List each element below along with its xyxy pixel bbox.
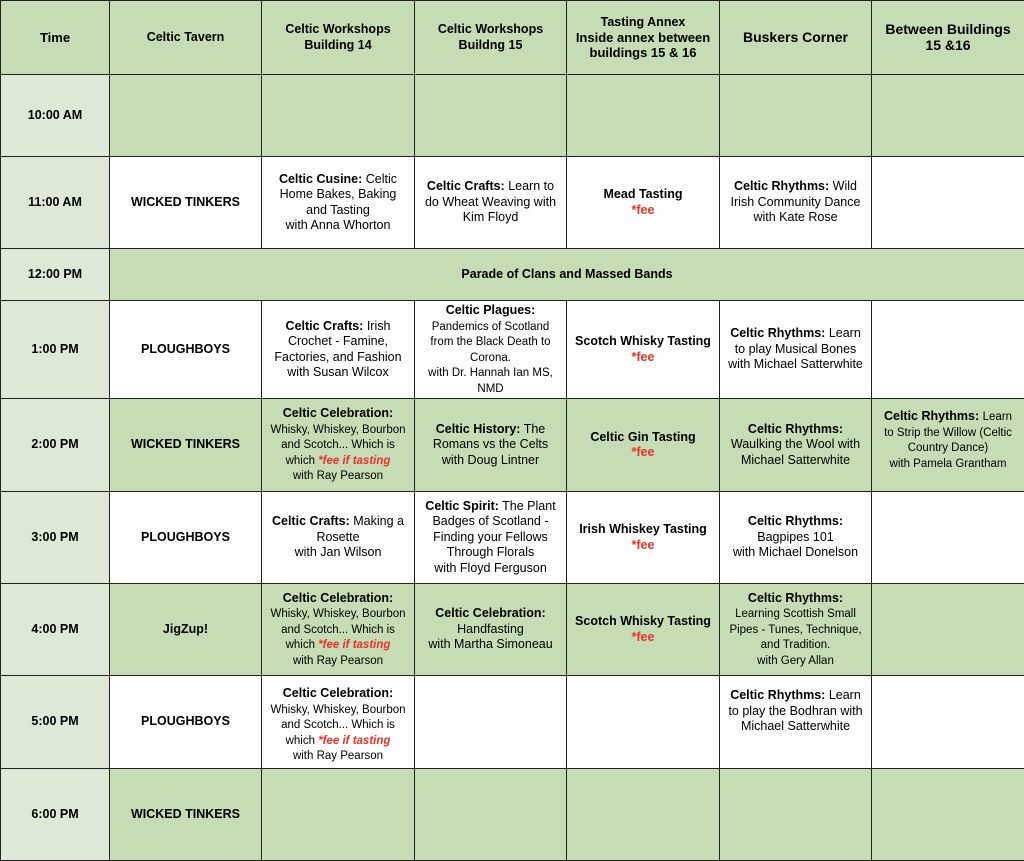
row-1pm — [1, 301, 1024, 399]
time-cell: 2:00 PM — [1, 399, 110, 492]
empty-cell — [872, 492, 1024, 584]
tavern-act: PLOUGHBOYS — [110, 676, 262, 769]
tavern-act: WICKED TINKERS — [110, 399, 262, 492]
parade-banner: Parade of Clans and Massed Bands — [110, 249, 1024, 301]
empty-cell — [262, 769, 415, 861]
workshop-b15-cell: Celtic Spirit: The Plant Badges of Scotland - Finding your Fellows Through Florals with Floyd Ferguson — [415, 492, 567, 584]
time-cell: 10:00 AM — [1, 75, 110, 157]
fee-label: *fee if tasting — [318, 735, 390, 747]
row-3pm — [1, 492, 1024, 584]
workshop-b14-cell: Celtic Crafts: Making a Rosette with Jan Wilson — [262, 492, 415, 584]
buskers-cell: Celtic Rhythms: Wild Irish Community Dance with Kate Rose — [720, 157, 872, 249]
workshop-b15-cell: Celtic History: The Romans vs the Celts with Doug Lintner — [415, 399, 567, 492]
header-row — [1, 1, 1024, 75]
tasting-cell: Irish Whiskey Tasting *fee — [567, 492, 720, 584]
tasting-cell: Scotch Whisky Tasting *fee — [567, 584, 720, 676]
row-11am — [1, 157, 1024, 249]
time-cell: 1:00 PM — [1, 301, 110, 399]
header-building-14: Celtic Workshops Building 14 — [262, 1, 415, 75]
buskers-cell: Celtic Rhythms: Waulking the Wool with Michael Satterwhite — [720, 399, 872, 492]
fee-label: *fee — [632, 538, 655, 552]
empty-cell — [567, 75, 720, 157]
time-cell: 4:00 PM — [1, 584, 110, 676]
fee-label: *fee — [632, 350, 655, 364]
time-cell: 11:00 AM — [1, 157, 110, 249]
header-tasting-annex: Tasting Annex Inside annex between buildings 15 & 16 — [567, 1, 720, 75]
empty-cell — [110, 75, 262, 157]
buskers-cell: Celtic Rhythms: Learn to play the Bodhran with Michael Satterwhite — [720, 676, 872, 769]
tasting-cell: Scotch Whisky Tasting *fee — [567, 301, 720, 399]
empty-cell — [872, 676, 1024, 769]
empty-cell — [567, 676, 720, 769]
empty-cell — [262, 75, 415, 157]
workshop-b15-cell: Celtic Celebration: Handfasting with Martha Simoneau — [415, 584, 567, 676]
tavern-act: PLOUGHBOYS — [110, 492, 262, 584]
empty-cell — [720, 769, 872, 861]
tasting-cell: Celtic Gin Tasting *fee — [567, 399, 720, 492]
empty-cell — [415, 769, 567, 861]
fee-label: *fee — [632, 203, 655, 217]
row-6pm — [1, 769, 1024, 861]
tavern-act: WICKED TINKERS — [110, 769, 262, 861]
fee-label: *fee — [632, 445, 655, 459]
fee-label: *fee — [632, 630, 655, 644]
buskers-cell: Celtic Rhythms: Learn to play Musical Bones with Michael Satterwhite — [720, 301, 872, 399]
workshop-b15-cell: Celtic Plagues: Pandemics of Scotland from the Black Death to Corona. with Dr. Hannah Ian MS, NMD — [415, 301, 567, 399]
time-cell: 12:00 PM — [1, 249, 110, 301]
between-cell: Celtic Rhythms: Learn to Strip the Willow (Celtic Country Dance) with Pamela Grantham — [872, 399, 1024, 492]
row-4pm — [1, 584, 1024, 676]
workshop-b14-cell: Celtic Cusine: Celtic Home Bakes, Baking and Tasting with Anna Whorton — [262, 157, 415, 249]
tavern-act: JigZup! — [110, 584, 262, 676]
buskers-cell: Celtic Rhythms: Bagpipes 101 with Michael Donelson — [720, 492, 872, 584]
header-celtic-tavern: Celtic Tavern — [110, 1, 262, 75]
fee-label: *fee if tasting — [318, 455, 390, 467]
workshop-b14-cell: Celtic Celebration: Whisky, Whiskey, Bourbon and Scotch... Which is which *fee if tasting with Ray Pearson — [262, 584, 415, 676]
time-cell: 3:00 PM — [1, 492, 110, 584]
row-5pm — [1, 676, 1024, 769]
tavern-act: PLOUGHBOYS — [110, 301, 262, 399]
empty-cell — [415, 75, 567, 157]
fee-label: *fee if tasting — [318, 639, 390, 651]
empty-cell — [872, 769, 1024, 861]
header-time: Time — [1, 1, 110, 75]
time-cell: 6:00 PM — [1, 769, 110, 861]
header-between-buildings: Between Buildings 15 &16 — [872, 1, 1024, 75]
empty-cell — [415, 676, 567, 769]
empty-cell — [567, 769, 720, 861]
workshop-b14-cell: Celtic Celebration: Whisky, Whiskey, Bourbon and Scotch... Which is which *fee if tasting with Ray Pearson — [262, 676, 415, 769]
time-cell: 5:00 PM — [1, 676, 110, 769]
buskers-cell: Celtic Rhythms: Learning Scottish Small Pipes - Tunes, Technique, and Tradition. with Gery Allan — [720, 584, 872, 676]
empty-cell — [872, 584, 1024, 676]
tavern-act: WICKED TINKERS — [110, 157, 262, 249]
row-10am — [1, 75, 1024, 157]
row-12pm — [1, 249, 1024, 301]
empty-cell — [720, 75, 872, 157]
empty-cell — [872, 301, 1024, 399]
workshop-b14-cell: Celtic Crafts: Irish Crochet - Famine, Factories, and Fashion with Susan Wilcox — [262, 301, 415, 399]
header-building-15: Celtic Workshops Buildng 15 — [415, 1, 567, 75]
tasting-cell: Mead Tasting *fee — [567, 157, 720, 249]
empty-cell — [872, 75, 1024, 157]
workshop-b15-cell: Celtic Crafts: Learn to do Wheat Weaving with Kim Floyd — [415, 157, 567, 249]
row-2pm — [1, 399, 1024, 492]
workshop-b14-cell: Celtic Celebration: Whisky, Whiskey, Bourbon and Scotch... Which is which *fee if tasting with Ray Pearson — [262, 399, 415, 492]
empty-cell — [872, 157, 1024, 249]
header-buskers-corner: Buskers Corner — [720, 1, 872, 75]
